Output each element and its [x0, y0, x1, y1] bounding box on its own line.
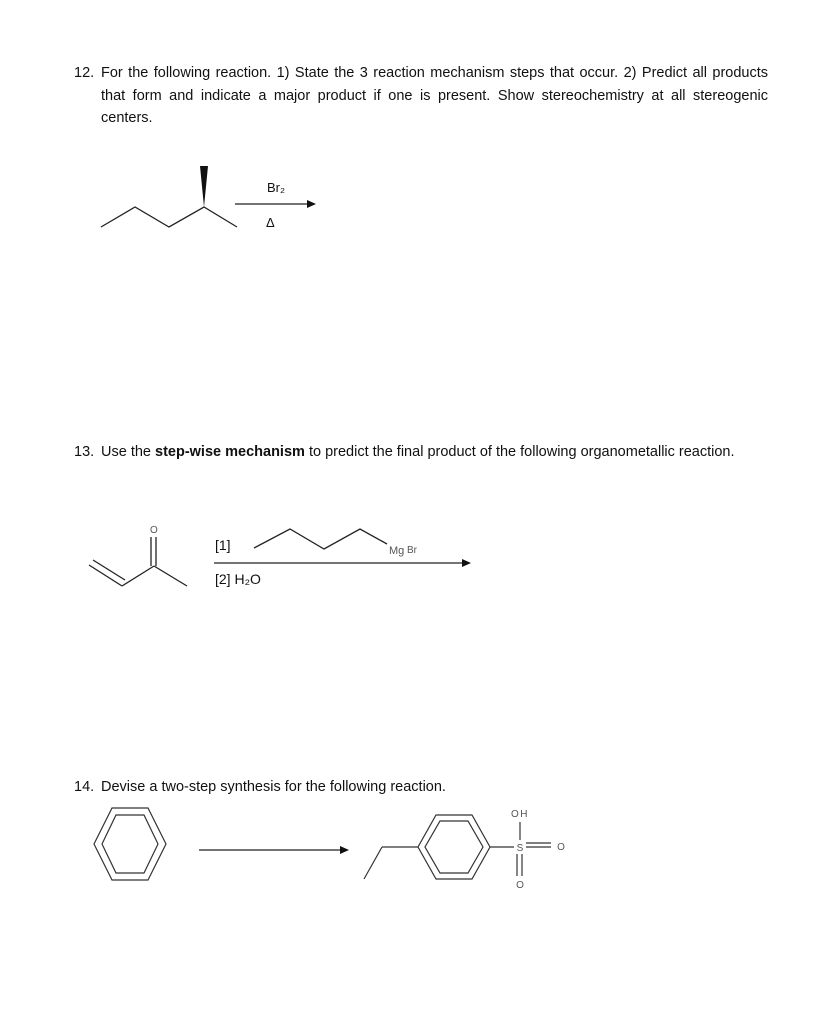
question-13-bold-term: step-wise mechanism [155, 444, 305, 460]
question-12-number: 12. [74, 65, 95, 81]
question-13-number: 13. [74, 444, 95, 460]
q14-benzene [94, 808, 166, 880]
q13-atom-br: Br [407, 545, 417, 556]
q13-step-2: [2] H₂O [215, 571, 261, 587]
q12-reagent-heat: Δ [266, 215, 275, 230]
question-13-text-after: to predict the final product of the following organometallic reaction. [308, 444, 735, 460]
q14-atom-s: S [516, 843, 524, 854]
q13-reaction-arrow [214, 559, 471, 567]
q13-atom-mg: Mg [389, 545, 405, 557]
q13-grignard-reagent [254, 529, 387, 549]
q12-starting-material [101, 207, 237, 227]
question-14-text: Devise a two-step synthesis for the following reaction. [101, 779, 446, 795]
q12-wedge-bond [200, 166, 208, 207]
q14-atom-o-bottom: O [516, 880, 524, 891]
q12-reagent-br2: Br₂ [267, 180, 286, 195]
q13-starting-material [89, 537, 187, 586]
q12-reaction-arrow [235, 200, 316, 208]
q14-atom-o-right: O [557, 842, 565, 853]
q14-reaction-arrow [199, 846, 349, 854]
q13-step-1: [1] [215, 537, 231, 553]
question-12-text: For the following reaction. 1) State the 3 reaction mechanism steps that occur. 2) Predict all products that form and indicate a major product if one is present. Show stereochemistry at all stereogenic centers. [101, 65, 768, 126]
q13-carbonyl-oxygen: O [150, 525, 158, 536]
question-13-text-before: Use the [101, 444, 151, 460]
question-14-number: 14. [74, 779, 95, 795]
q14-atom-oh: OH [511, 809, 529, 820]
